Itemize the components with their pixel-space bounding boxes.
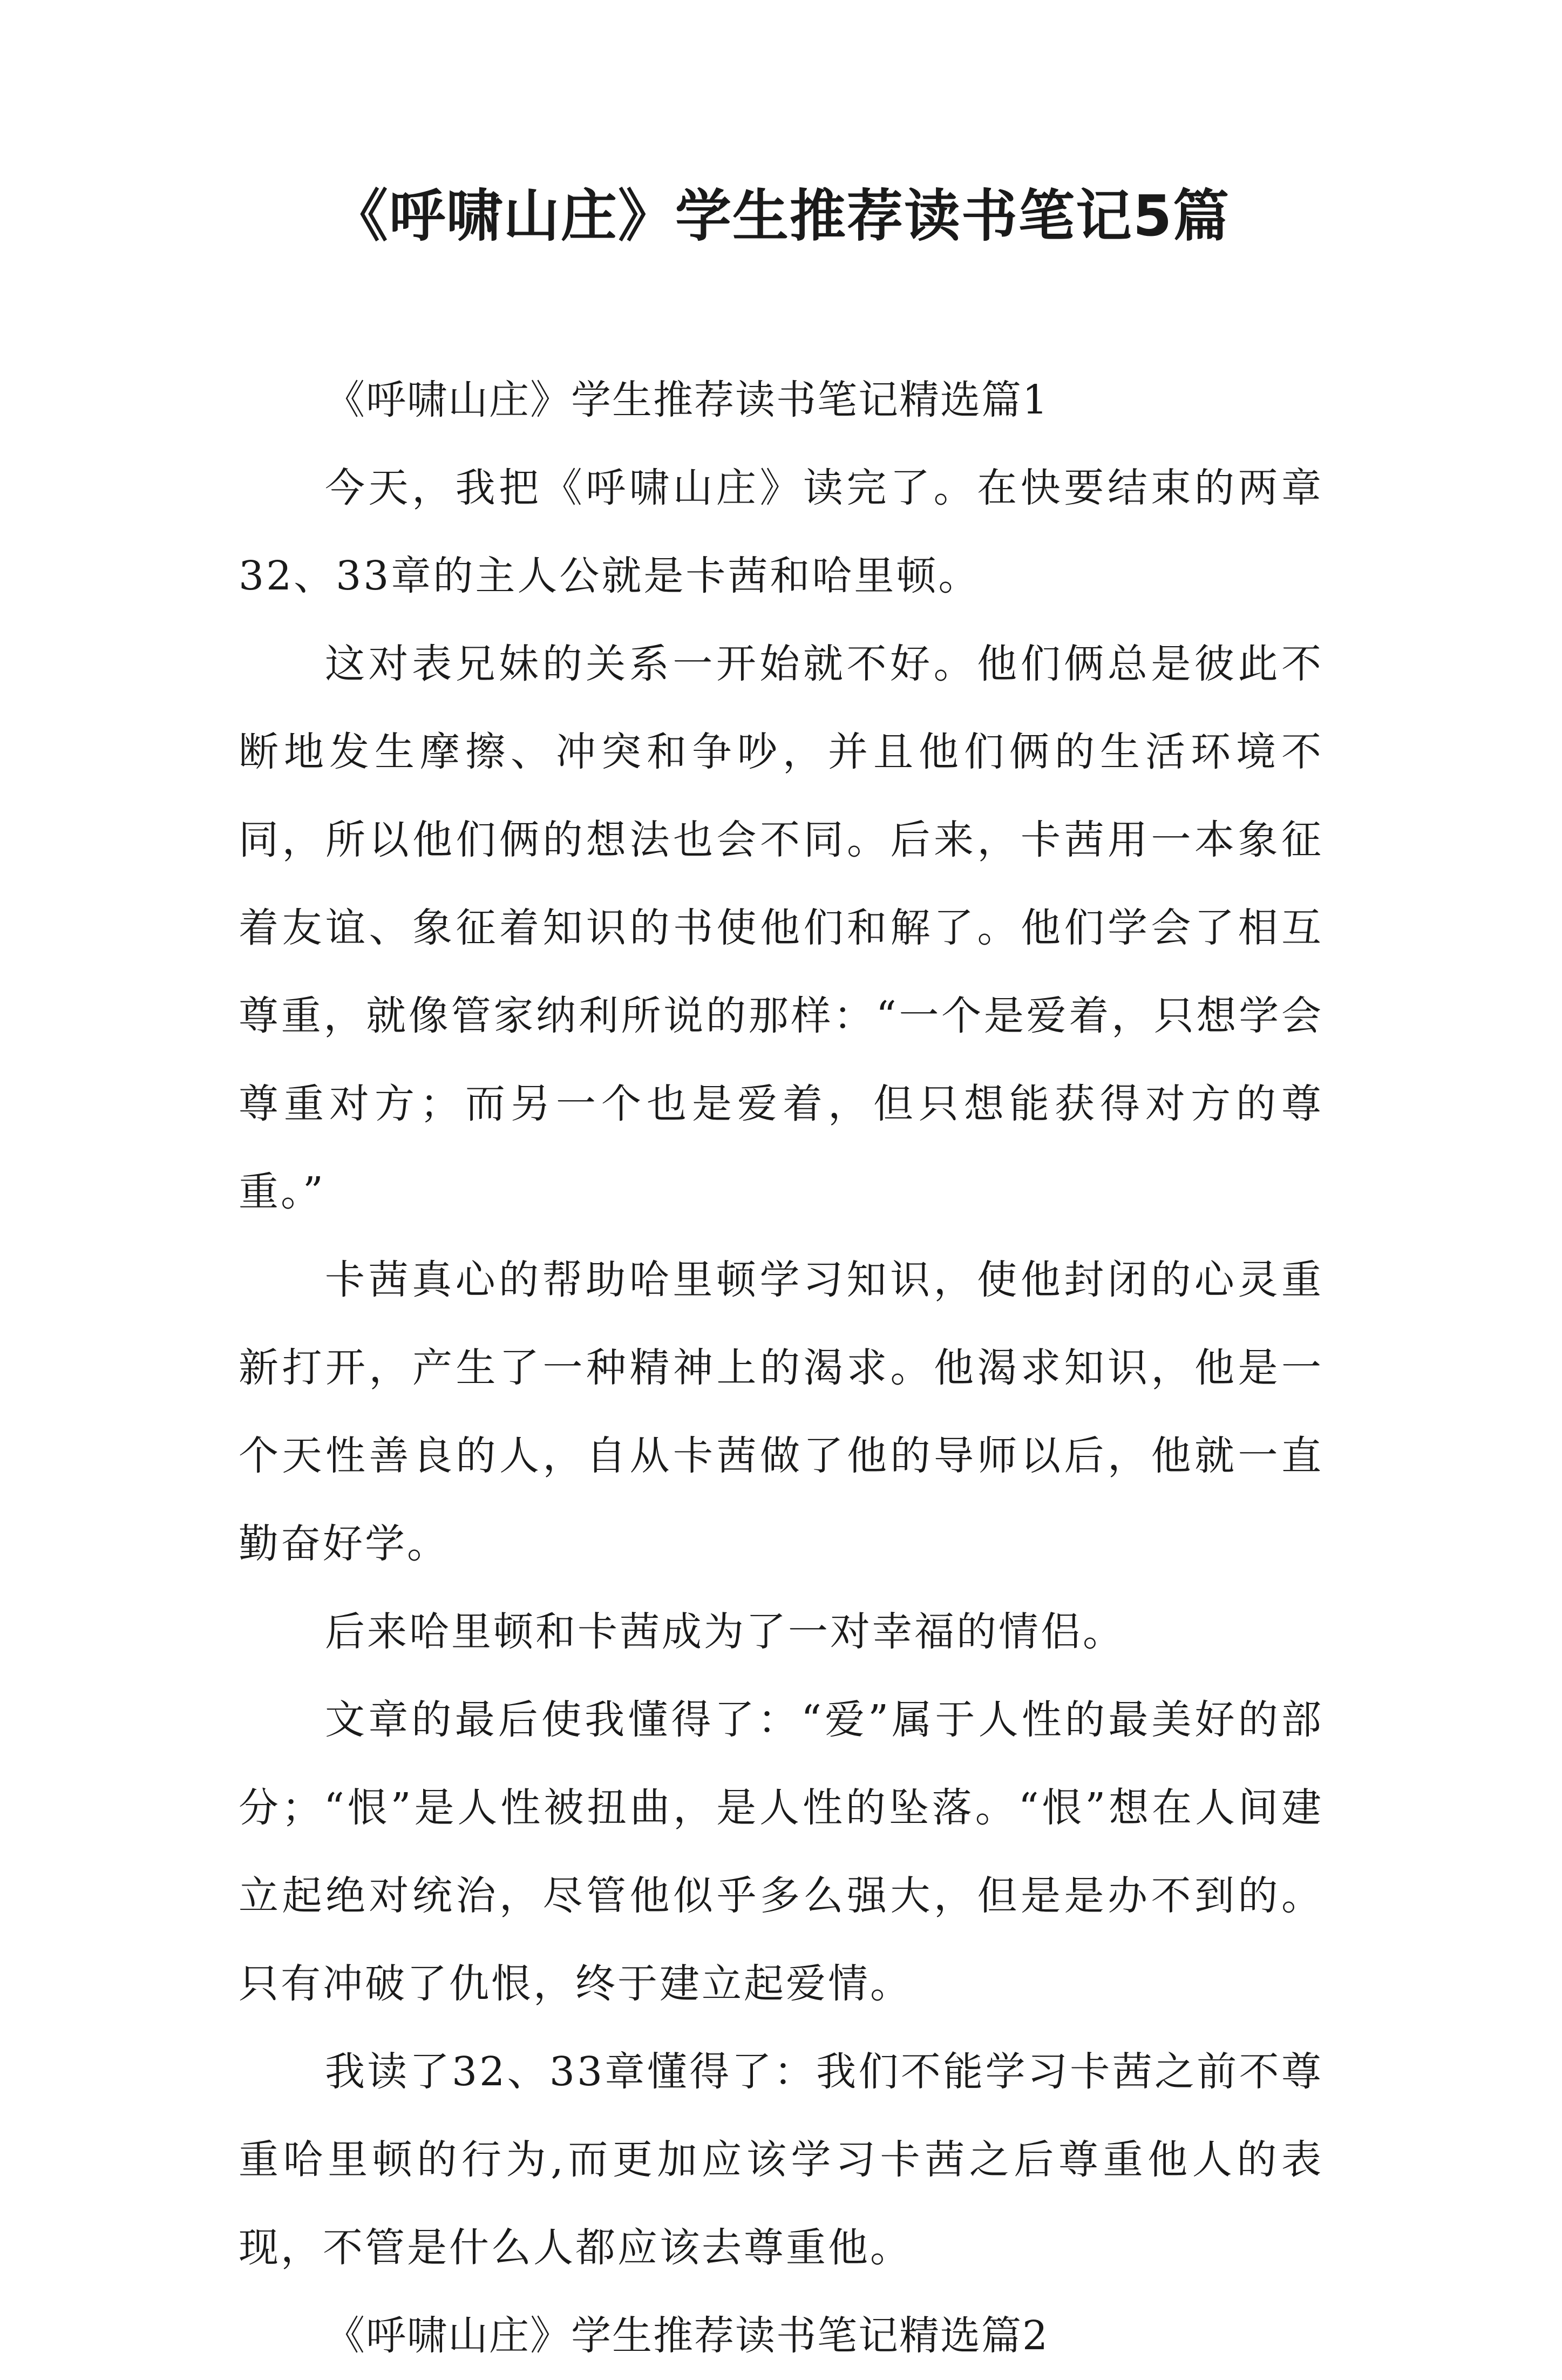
section-heading-1: 《呼啸山庄》学生推荐读书笔记精选篇1 (325, 377, 1049, 423)
section-heading-2: 《呼啸山庄》学生推荐读书笔记精选篇2 (325, 2313, 1049, 2359)
body-paragraph: 后来哈里顿和卡茜成为了一对幸福的情侣。 (325, 1609, 1125, 1655)
body-paragraph: 这对表兄妹的关系一开始就不好。他们俩总是彼此不断地发生摩擦、冲突和争吵，并且他们俩的生活环境不同，所以他们俩的想法也会不同。后来，卡茜用一本象征着友谊、象征着知识的书使他们和解了。他们学会了相互尊重，就像管家纳利所说的那样：“一个是爱着，只想学会尊重对方；而另一个也是爱着，但只想能获得对方的尊重。” (239, 641, 1323, 1215)
body-paragraph: 今天，我把《呼啸山庄》读完了。在快要结束的两章32、33章的主人公就是卡茜和哈里顿。 (239, 465, 1323, 599)
body-paragraph: 我读了32、33章懂得了：我们不能学习卡茜之前不尊重哈里顿的行为,而更加应该学习卡茜之后尊重他人的表现，不管是什么人都应该去尊重他。 (239, 2049, 1323, 2271)
document-title: 《呼啸山庄》学生推荐读书笔记5篇 (331, 183, 1231, 249)
body-paragraph: 文章的最后使我懂得了：“爱”属于人性的最美好的部分；“恨”是人性被扭曲，是人性的坠落。“恨”想在人间建立起绝对统治，尽管他似乎多么强大，但是是办不到的。只有冲破了仇恨，终于建立起爱情。 (239, 1697, 1323, 2007)
document-body (239, 356, 1323, 2380)
body-paragraph: 卡茜真心的帮助哈里顿学习知识，使他封闭的心灵重新打开，产生了一种精神上的渴求。他渴求知识，他是一个天性善良的人，自从卡茜做了他的导师以后，他就一直勤奋好学。 (239, 1257, 1323, 1567)
